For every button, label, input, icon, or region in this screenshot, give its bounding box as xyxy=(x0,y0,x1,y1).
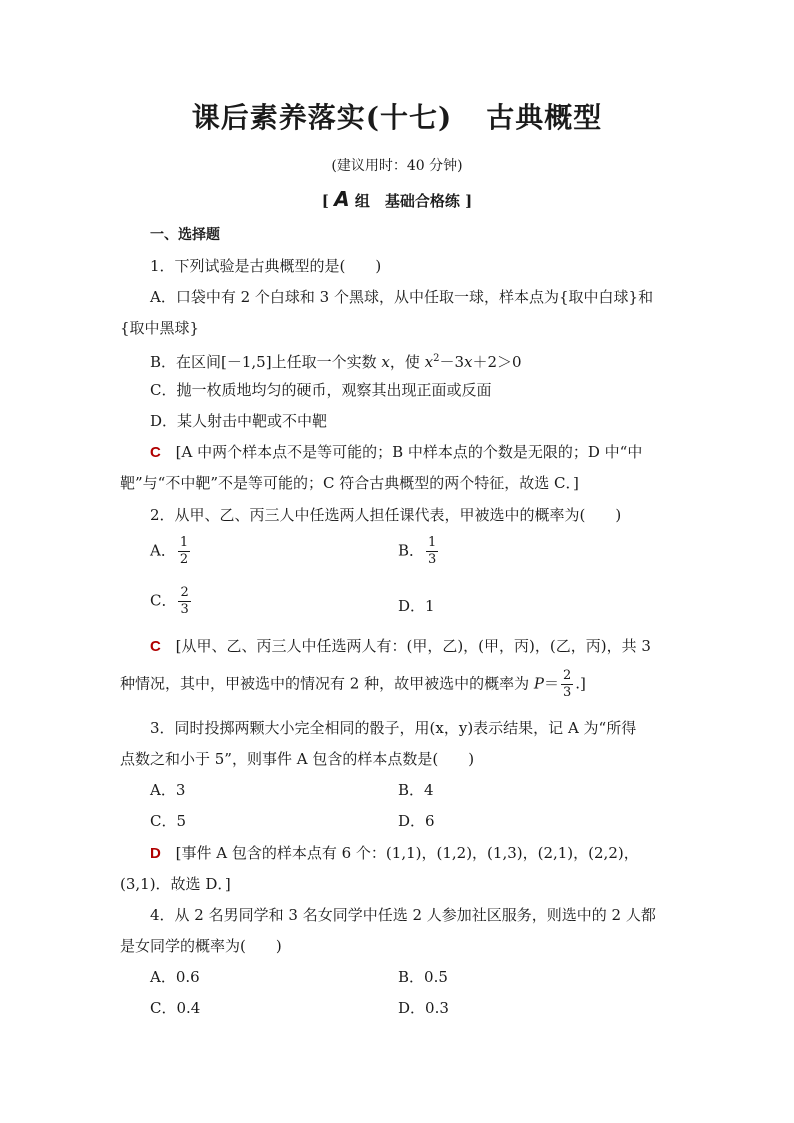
q2-explanation-line1 xyxy=(150,636,651,657)
q2-explain-end: .] xyxy=(575,674,586,693)
title-main: 课后素养落实(十七) xyxy=(191,101,453,134)
q2-option-a-num: 1 xyxy=(179,535,189,550)
q2-option-b xyxy=(398,535,440,568)
q3-stem-line1: 3．同时投掷两颗大小完全相同的骰子，用(x，y)表示结果，记 A 为“所得 xyxy=(150,719,637,737)
page-title xyxy=(0,96,794,136)
q3-explain-1: [事件 A 包含的样本点有 6 个：(1,1)，(1,2)，(1,3)，(2,1)，(2,2)， xyxy=(175,844,639,862)
q1-option-c: C．抛一枚质地均匀的硬币，观察其出现正面或反面 xyxy=(150,381,492,399)
q4-stem-line2: 是女同学的概率为( ) xyxy=(120,937,282,955)
group-letter: A xyxy=(334,187,350,211)
q1-option-b-post: －3 xyxy=(439,353,464,371)
q3-stem-line2: 点数之和小于 5”，则事件 A 包含的样本点数是( ) xyxy=(120,750,475,768)
q2-explain-den: 3 xyxy=(562,685,572,700)
q2-option-c-fraction xyxy=(178,585,190,618)
q2-option-b-num: 1 xyxy=(428,535,437,550)
q4-option-c: C．0.4 xyxy=(150,999,201,1017)
q2-option-d: D．1 xyxy=(398,597,435,615)
group-name: 组 基础合格练 xyxy=(354,192,460,210)
q4-option-d: D．0.3 xyxy=(398,999,449,1017)
q1-stem: 1．下列试验是古典概型的是( ) xyxy=(150,257,382,275)
q2-option-a xyxy=(150,535,192,568)
q3-option-b: B．4 xyxy=(398,781,434,799)
title-topic: 古典概型 xyxy=(486,101,603,134)
q1-option-b-sup: 2 xyxy=(433,353,440,364)
q2-option-b-fraction xyxy=(426,535,438,568)
q2-option-c xyxy=(150,585,193,618)
q2-option-c-label: C． xyxy=(150,591,177,610)
section-heading: 一、选择题 xyxy=(150,227,220,243)
q1-answer: C xyxy=(150,444,161,461)
q2-answer: C xyxy=(150,638,161,655)
q2-option-a-den: 2 xyxy=(179,552,189,567)
q2-option-c-den: 3 xyxy=(180,602,189,617)
q1-option-b-expr-x: x xyxy=(424,353,434,371)
q1-option-a-line1: A．口袋中有 2 个白球和 3 个黑球，从中任取一球，样本点为{取中白球}和 xyxy=(150,288,654,306)
q2-stem: 2．从甲、乙、丙三人中任选两人担任课代表，甲被选中的概率为( ) xyxy=(150,506,622,524)
group-left-bracket: [ xyxy=(321,192,329,210)
q3-explanation-line2: (3,1)．故选 D．] xyxy=(120,875,231,893)
q1-option-b-expr-x2: x xyxy=(464,353,473,371)
q2-option-c-num: 2 xyxy=(180,585,189,600)
time-note: (建议用时：40 分钟) xyxy=(331,158,463,174)
q1-option-b-pre: B．在区间[－1,5]上任取一个实数 xyxy=(150,353,382,371)
q2-explain-1: [从甲、乙、丙三人中任选两人有：(甲，乙)，(甲，丙)，(乙，丙)，共 3 xyxy=(175,637,651,655)
q4-option-b: B．0.5 xyxy=(398,968,448,986)
q2-explain-eq: ＝ xyxy=(543,674,559,693)
q2-option-b-den: 3 xyxy=(428,552,437,567)
q2-option-b-label: B． xyxy=(398,541,425,560)
q1-option-b-mid: ，使 xyxy=(389,353,425,371)
q1-explanation-line2: 靶”与“不中靶”不是等可能的；C 符合古典概型的两个特征，故选 C．] xyxy=(120,474,579,492)
q3-explanation-line1 xyxy=(150,843,639,864)
q4-option-a: A．0.6 xyxy=(150,968,200,986)
q1-option-b-end: ＋2＞0 xyxy=(472,353,522,371)
q2-option-a-fraction xyxy=(178,535,190,568)
q2-explain-2-pre: 种情况，其中，甲被选中的情况有 2 种，故甲被选中的概率为 xyxy=(120,674,534,693)
q2-explain-fraction xyxy=(561,668,573,701)
q1-explanation-line1 xyxy=(150,442,642,463)
q1-option-b xyxy=(150,349,522,372)
q3-answer: D xyxy=(150,845,161,862)
q3-option-c: C．5 xyxy=(150,812,187,830)
q2-explanation-line2 xyxy=(120,668,586,701)
q2-explain-num: 2 xyxy=(562,668,572,683)
q1-explain-1: [A 中两个样本点不是等可能的；B 中样本点的个数是无限的；D 中“中 xyxy=(175,443,643,461)
q3-option-d: D．6 xyxy=(398,812,435,830)
group-heading xyxy=(0,187,794,211)
q1-option-a-line2: {取中黑球} xyxy=(120,319,200,337)
q3-option-a: A．3 xyxy=(150,781,186,799)
q2-option-a-label: A． xyxy=(150,541,176,560)
q4-stem-line1: 4．从 2 名男同学和 3 名女同学中任选 2 人参加社区服务，则选中的 2 人都 xyxy=(150,906,656,924)
q2-explain-var: P xyxy=(533,674,544,693)
q1-option-d: D．某人射击中靶或不中靶 xyxy=(150,412,328,430)
q1-option-b-var: x xyxy=(381,353,390,371)
group-right-bracket: ] xyxy=(465,192,473,210)
